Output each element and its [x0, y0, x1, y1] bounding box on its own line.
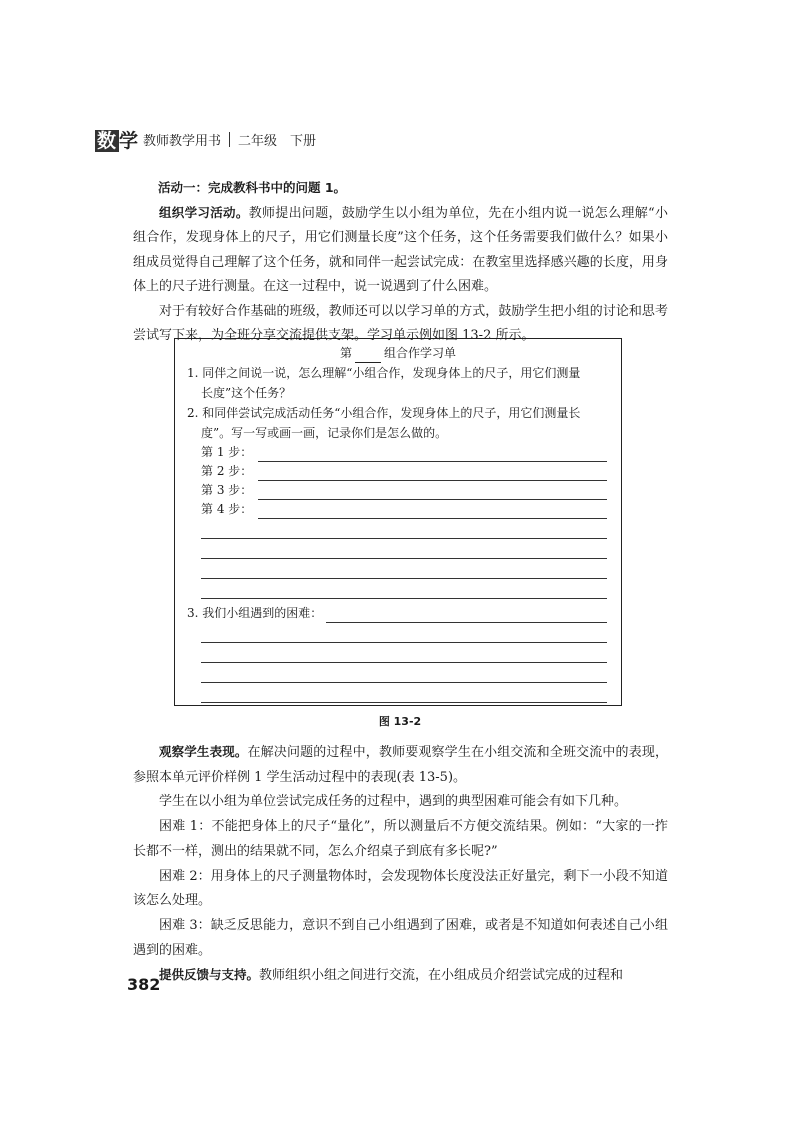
writing-line[interactable]: [201, 623, 607, 643]
worksheet-title: 第 组合作学习单: [175, 343, 621, 363]
paragraph-lead: 提供反馈与支持。: [159, 967, 260, 983]
paragraph-lead: 观察学生表现。: [159, 744, 248, 759]
worksheet-question-3[interactable]: 3. 我们小组遇到的困难：: [187, 603, 607, 623]
writing-line[interactable]: [201, 559, 607, 579]
page-number: 382: [127, 975, 161, 994]
paragraph-difficulties-intro: 学生在以小组为单位尝试完成任务的过程中，遇到的典型困难可能会有如下几种。: [159, 794, 628, 810]
activity-heading: 活动一：完成教科书中的问题 1。: [158, 180, 347, 195]
section-one: [133, 176, 668, 349]
book-logo: 数 学: [97, 130, 140, 152]
writing-line[interactable]: [201, 663, 607, 683]
difficulty-3: 困难 3：缺乏反思能力，意识不到自己小组遇到了困难，或者是不知道如何表述自己小组遇到的困难。: [133, 917, 668, 958]
worksheet-question-2: 2. 和同伴尝试完成活动任务“小组合作，发现身体上的尺子，用它们测量长 度”。写一写或画一画，记录你们是怎么做的。: [187, 406, 581, 440]
running-header: [95, 126, 316, 153]
writing-line[interactable]: [201, 643, 607, 663]
paragraph-worksheet-intro: 对于有较好合作基础的班级，教师还可以以学习单的方式，鼓励学生把小组的讨论和思考尝试写下来，为全班分享交流提供支架。学习单示例如图 13-2 所示。: [133, 303, 668, 343]
difficulty-2: 困难 2：用身体上的尺子测量物体时，会发现物体长度没法正好量完，剩下一小段不知道该怎么处理。: [133, 868, 668, 909]
header-divider: [229, 132, 230, 147]
writing-line[interactable]: [201, 519, 607, 539]
worksheet-question-1: 1. 同伴之间说一说，怎么理解“小组合作，发现身体上的尺子，用它们测量 长度”这个任务？: [187, 366, 581, 400]
step-4-line[interactable]: 第 4 步：: [201, 500, 607, 519]
step-1-line[interactable]: 第 1 步：: [201, 443, 607, 462]
group-worksheet: [174, 338, 622, 706]
section-two: [133, 740, 668, 989]
step-2-line[interactable]: 第 2 步：: [201, 462, 607, 481]
paragraph-lead: 组织学习活动。: [159, 204, 249, 220]
paragraph-feedback: 提供反馈与支持。教师组织小组之间进行交流，在小组成员介绍尝试完成的过程和: [159, 967, 624, 984]
group-number-blank[interactable]: [355, 350, 381, 363]
grade-label: 二年级 下册: [238, 134, 317, 149]
writing-line[interactable]: [201, 579, 607, 599]
paragraph-organize: 组织学习活动。教师提出问题，鼓励学生以小组为单位，先在小组内说一说怎么理解“小组合作，发现身体上的尺子，用它们测量长度”这个任务，这个任务需要我们做什么？如果小组成员觉得自己理解了这个任务，就和同伴一起尝试完成：在教室里选择感兴趣的长度，用身体上的尺子进行测量。在这一过程中，说一说遇到了什么困难。: [133, 204, 668, 294]
paragraph-observe: 观察学生表现。在解决问题的过程中，教师要观察学生在小组交流和全班交流中的表现，参照本单元评价样例 1 学生活动过程中的表现(表 13-5)。: [133, 744, 668, 785]
figure-caption: 图 13-2: [378, 715, 422, 728]
book-title: 教师教学用书: [143, 134, 222, 149]
step-3-line[interactable]: 第 3 步：: [201, 481, 607, 500]
writing-line[interactable]: [201, 683, 607, 703]
difficulty-1: 困难 1：不能把身体上的尺子“量化”，所以测量后不方便交流结果。例如：“大家的一拃长都不一样，测出的结果就不同，怎么介绍桌子到底有多长呢?”: [133, 819, 668, 859]
writing-line[interactable]: [201, 539, 607, 559]
